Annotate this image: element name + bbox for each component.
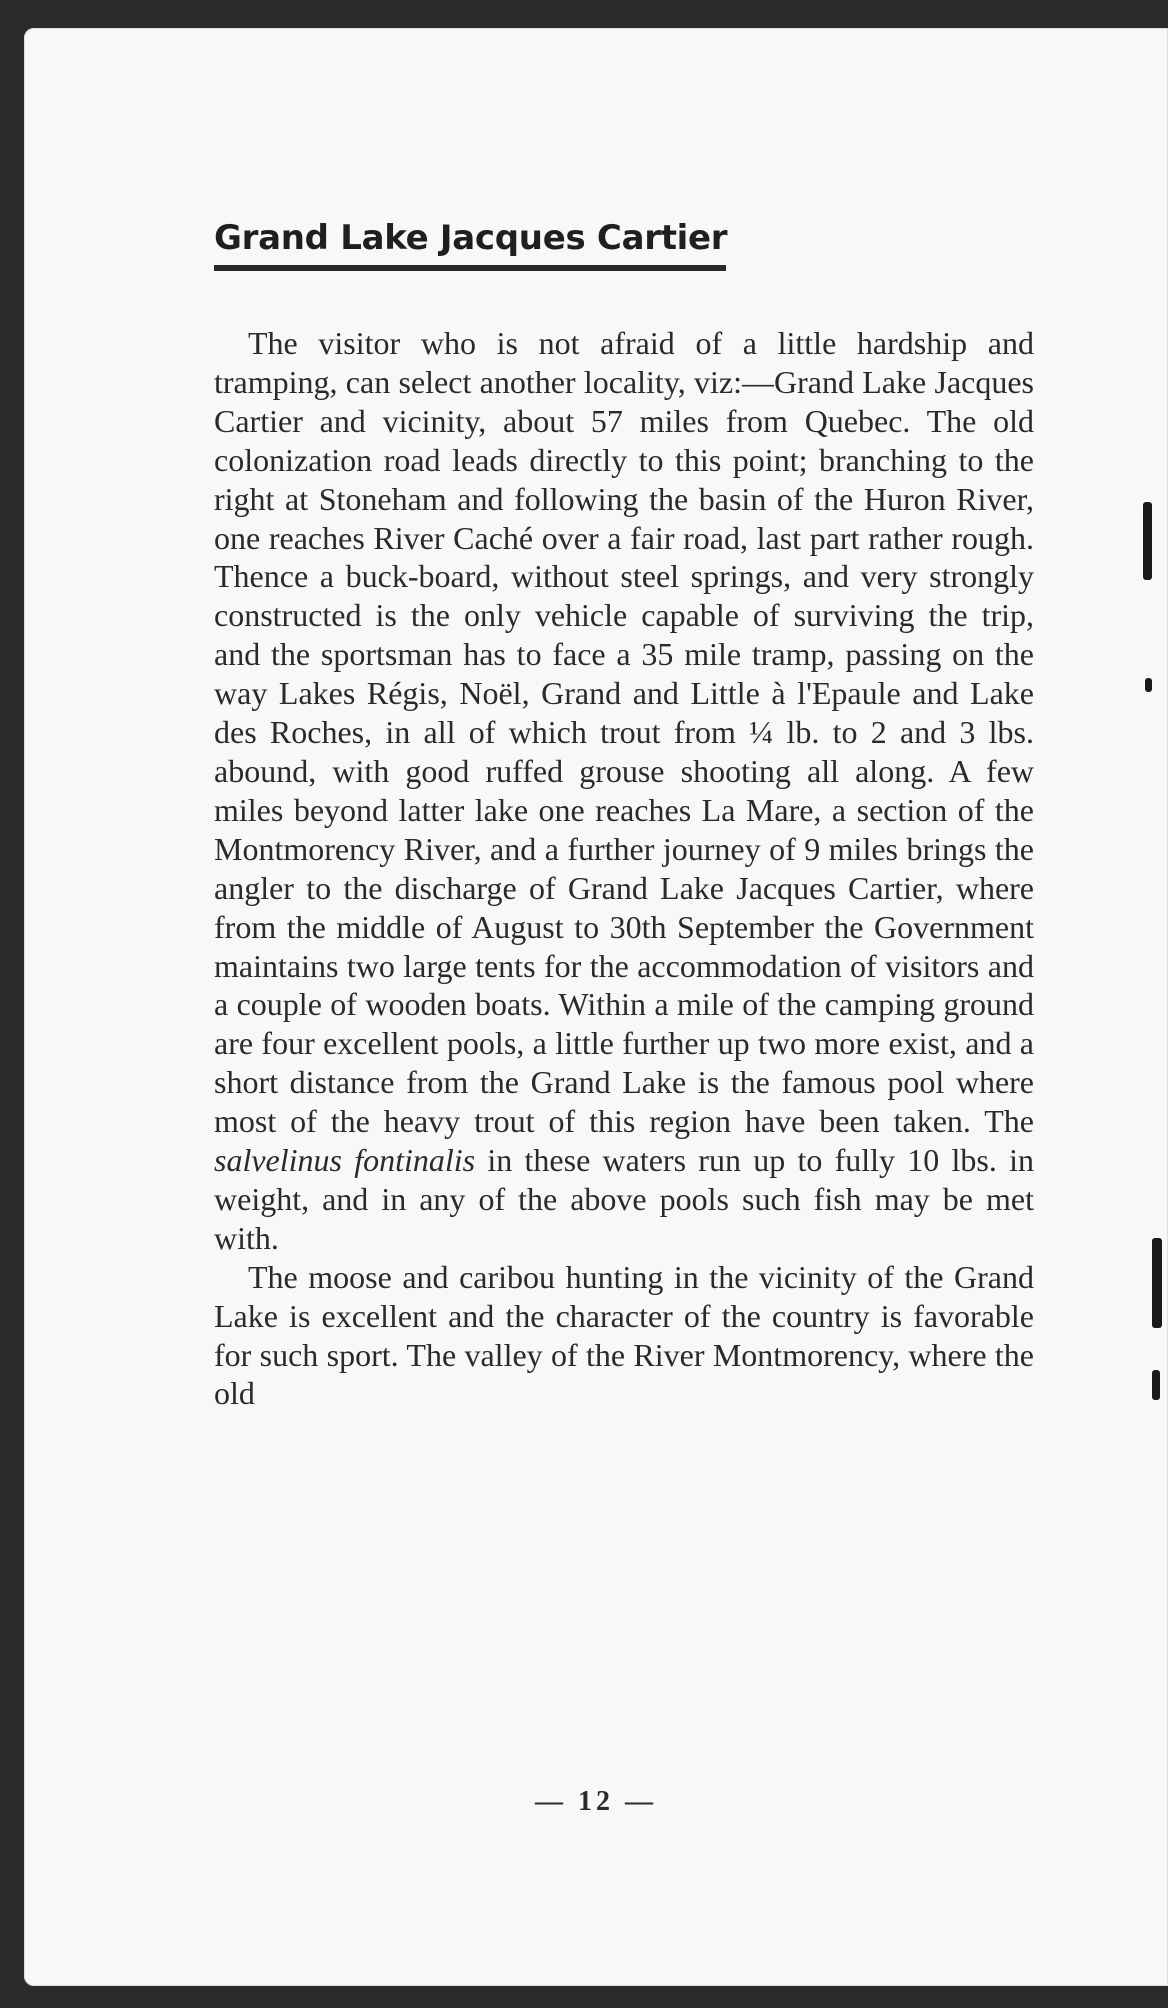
body-text (214, 324, 1034, 1413)
margin-mark (1145, 678, 1152, 692)
book-page (24, 28, 1168, 1986)
page-number: — 12 — (535, 1786, 657, 1817)
margin-mark (1152, 1370, 1160, 1400)
paragraph-1-text-b: in these waters run up to fully 10 lbs. in weight, and in any of the above pools such fish may be met with. (214, 1142, 1035, 1256)
paragraph-1-text-a: The visitor who is not afraid of a little hardship and tramping, can select another locality, viz:—Grand Lake Jacques Cartier and vicinity, about 57 miles from Quebec. The old colonization road leads directly to this point; branching to the right at Stoneham and following the basin of the Huron River, one reaches River Caché over a fair road, last part rather rough. Thence a buck-board, without steel springs, and very strongly constructed is the only vehicle capable of surviving the trip, and the sportsman has to face a 35 mile tramp, passing on the way Lakes Régis, Noël, Grand and Little à l'Epaule and Lake des Roches, in all of which trout from ¼ lb. to 2 and 3 lbs. abound, with good ruffed grouse shooting all along. A few miles beyond latter lake one reaches La Mare, a section of the Montmorency River, and a further journey of 9 miles brings the angler to the discharge of Grand Lake Jacques Cartier, where from the middle of August to 30th September the Government maintains two large tents for the accommodation of visitors and a couple of wooden boats. Within a mile of the camping ground are four excellent pools, a little further up two more exist, and a short distance from the Grand Lake is the famous pool where most of the heavy trout of this region have been taken. The (214, 325, 1034, 1140)
heading-underline (214, 265, 726, 271)
margin-mark (1152, 1238, 1162, 1328)
paragraph-1-italic-species: salvelinus fontinalis (214, 1142, 476, 1179)
margin-mark (1143, 502, 1152, 580)
paragraph-1 (214, 324, 1034, 1258)
paragraph-2: The moose and caribou hunting in the vicinity of the Grand Lake is excellent and the character of the country is favorable for such sport. The valley of the River Montmorency, where the old (214, 1258, 1034, 1412)
section-heading: Grand Lake Jacques Cartier (214, 218, 728, 258)
